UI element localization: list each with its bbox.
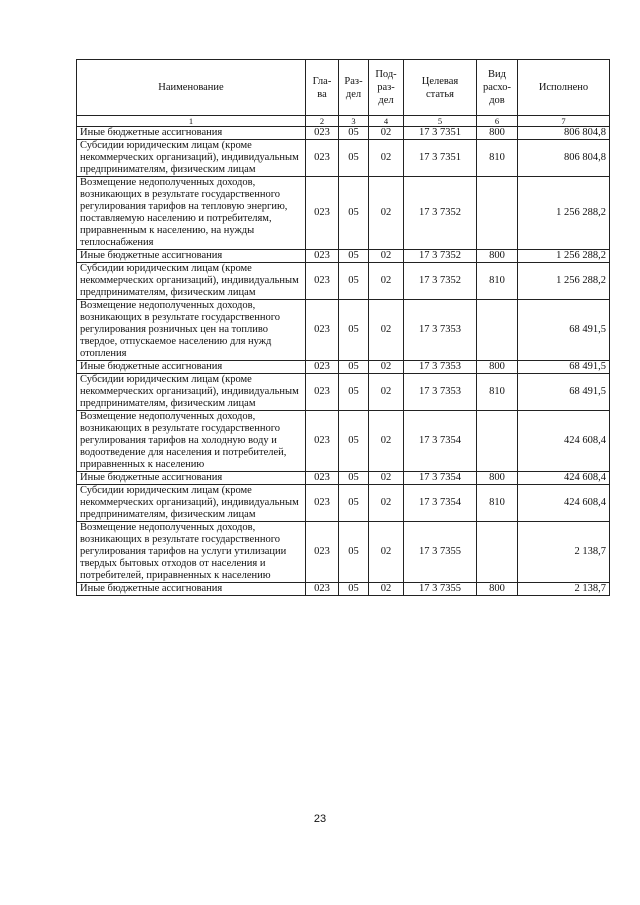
table-row	[77, 583, 610, 596]
row-podrazdel: 02	[369, 140, 404, 177]
row-amount: 424 608,4	[518, 485, 610, 522]
budget-table	[76, 59, 610, 596]
table-row	[77, 263, 610, 300]
table-row	[77, 374, 610, 411]
row-glava: 023	[306, 177, 339, 250]
table-row	[77, 140, 610, 177]
row-razdel: 05	[339, 127, 369, 140]
row-statya: 17 3 7353	[404, 374, 477, 411]
row-razdel: 05	[339, 300, 369, 361]
header-razdel: Раз- дел	[339, 60, 369, 116]
row-vid: 800	[477, 250, 518, 263]
row-name: Возмещение недополученных доходов, возникающих в результате государственного регулирования тарифов на тепловую энергию, поставляемую населению и потребителям, приравненным к населению, на нужды теплоснабжения	[77, 177, 306, 250]
row-glava: 023	[306, 485, 339, 522]
row-vid: 800	[477, 127, 518, 140]
table-row	[77, 522, 610, 583]
row-name: Иные бюджетные ассигнования	[77, 127, 306, 140]
row-statya: 17 3 7352	[404, 263, 477, 300]
column-number: 7	[518, 116, 610, 127]
table-row	[77, 250, 610, 263]
row-name: Субсидии юридическим лицам (кроме некоммерческих организаций), индивидуальным предпринимателям, физическим лицам	[77, 374, 306, 411]
row-name: Иные бюджетные ассигнования	[77, 472, 306, 485]
row-vid: 800	[477, 583, 518, 596]
row-amount: 2 138,7	[518, 583, 610, 596]
page-number: 23	[313, 813, 327, 825]
row-statya: 17 3 7354	[404, 411, 477, 472]
table-row	[77, 127, 610, 140]
row-amount: 68 491,5	[518, 374, 610, 411]
row-amount: 1 256 288,2	[518, 263, 610, 300]
row-amount: 1 256 288,2	[518, 250, 610, 263]
row-vid	[477, 522, 518, 583]
row-amount: 806 804,8	[518, 140, 610, 177]
table-row	[77, 472, 610, 485]
row-statya: 17 3 7351	[404, 140, 477, 177]
row-name: Иные бюджетные ассигнования	[77, 250, 306, 263]
row-podrazdel: 02	[369, 374, 404, 411]
row-podrazdel: 02	[369, 250, 404, 263]
header-name: Наименование	[77, 60, 306, 116]
row-name: Возмещение недополученных доходов, возникающих в результате государственного регулирования тарифов на холодную воду и водоотведение для населения и потребителей, приравненных к населению	[77, 411, 306, 472]
row-vid: 810	[477, 140, 518, 177]
column-number-row	[77, 116, 610, 127]
row-glava: 023	[306, 140, 339, 177]
row-statya: 17 3 7351	[404, 127, 477, 140]
row-vid	[477, 411, 518, 472]
row-podrazdel: 02	[369, 263, 404, 300]
row-statya: 17 3 7352	[404, 250, 477, 263]
header-amount: Исполнено	[518, 60, 610, 116]
row-statya: 17 3 7353	[404, 300, 477, 361]
column-number: 2	[306, 116, 339, 127]
row-glava: 023	[306, 250, 339, 263]
row-glava: 023	[306, 411, 339, 472]
row-amount: 68 491,5	[518, 300, 610, 361]
row-vid: 810	[477, 374, 518, 411]
column-number: 3	[339, 116, 369, 127]
row-podrazdel: 02	[369, 485, 404, 522]
row-statya: 17 3 7354	[404, 485, 477, 522]
row-podrazdel: 02	[369, 411, 404, 472]
row-podrazdel: 02	[369, 127, 404, 140]
row-amount: 1 256 288,2	[518, 177, 610, 250]
column-number: 1	[77, 116, 306, 127]
header-statya: Целевая статья	[404, 60, 477, 116]
header-glava: Гла- ва	[306, 60, 339, 116]
row-glava: 023	[306, 522, 339, 583]
row-podrazdel: 02	[369, 472, 404, 485]
row-glava: 023	[306, 374, 339, 411]
row-razdel: 05	[339, 250, 369, 263]
row-statya: 17 3 7354	[404, 472, 477, 485]
row-glava: 023	[306, 472, 339, 485]
row-razdel: 05	[339, 583, 369, 596]
row-vid	[477, 300, 518, 361]
row-podrazdel: 02	[369, 300, 404, 361]
row-statya: 17 3 7353	[404, 361, 477, 374]
row-glava: 023	[306, 361, 339, 374]
row-razdel: 05	[339, 522, 369, 583]
column-number: 5	[404, 116, 477, 127]
column-number: 6	[477, 116, 518, 127]
row-amount: 806 804,8	[518, 127, 610, 140]
row-razdel: 05	[339, 472, 369, 485]
row-amount: 2 138,7	[518, 522, 610, 583]
row-amount: 68 491,5	[518, 361, 610, 374]
table-row	[77, 300, 610, 361]
row-statya: 17 3 7355	[404, 583, 477, 596]
row-statya: 17 3 7355	[404, 522, 477, 583]
header-vid: Вид расхо- дов	[477, 60, 518, 116]
table-row	[77, 411, 610, 472]
row-glava: 023	[306, 127, 339, 140]
row-name: Иные бюджетные ассигнования	[77, 583, 306, 596]
row-razdel: 05	[339, 485, 369, 522]
row-vid: 800	[477, 361, 518, 374]
table-row	[77, 361, 610, 374]
row-glava: 023	[306, 263, 339, 300]
row-vid: 800	[477, 472, 518, 485]
table-body	[77, 127, 610, 596]
row-glava: 023	[306, 300, 339, 361]
table-row	[77, 177, 610, 250]
row-vid: 810	[477, 263, 518, 300]
header-podrazdel: Под- раз- дел	[369, 60, 404, 116]
row-podrazdel: 02	[369, 361, 404, 374]
row-razdel: 05	[339, 263, 369, 300]
row-name: Возмещение недополученных доходов, возникающих в результате государственного регулирования тарифов на услуги утилизации твердых бытовых отходов от населения и потребителей, приравненных к населению	[77, 522, 306, 583]
row-razdel: 05	[339, 361, 369, 374]
row-podrazdel: 02	[369, 177, 404, 250]
row-vid: 810	[477, 485, 518, 522]
row-name: Субсидии юридическим лицам (кроме некоммерческих организаций), индивидуальным предпринимателям, физическим лицам	[77, 485, 306, 522]
row-statya: 17 3 7352	[404, 177, 477, 250]
row-name: Субсидии юридическим лицам (кроме некоммерческих организаций), индивидуальным предпринимателям, физическим лицам	[77, 263, 306, 300]
row-amount: 424 608,4	[518, 472, 610, 485]
row-razdel: 05	[339, 374, 369, 411]
row-razdel: 05	[339, 140, 369, 177]
table-row	[77, 485, 610, 522]
row-podrazdel: 02	[369, 522, 404, 583]
row-razdel: 05	[339, 411, 369, 472]
row-glava: 023	[306, 583, 339, 596]
row-name: Возмещение недополученных доходов, возникающих в результате государственного регулирования розничных цен на топливо твердое, отпускаемое населению для нужд отопления	[77, 300, 306, 361]
row-name: Субсидии юридическим лицам (кроме некоммерческих организаций), индивидуальным предпринимателям, физическим лицам	[77, 140, 306, 177]
row-name: Иные бюджетные ассигнования	[77, 361, 306, 374]
column-number: 4	[369, 116, 404, 127]
row-vid	[477, 177, 518, 250]
header-row	[77, 60, 610, 116]
row-razdel: 05	[339, 177, 369, 250]
row-podrazdel: 02	[369, 583, 404, 596]
row-amount: 424 608,4	[518, 411, 610, 472]
